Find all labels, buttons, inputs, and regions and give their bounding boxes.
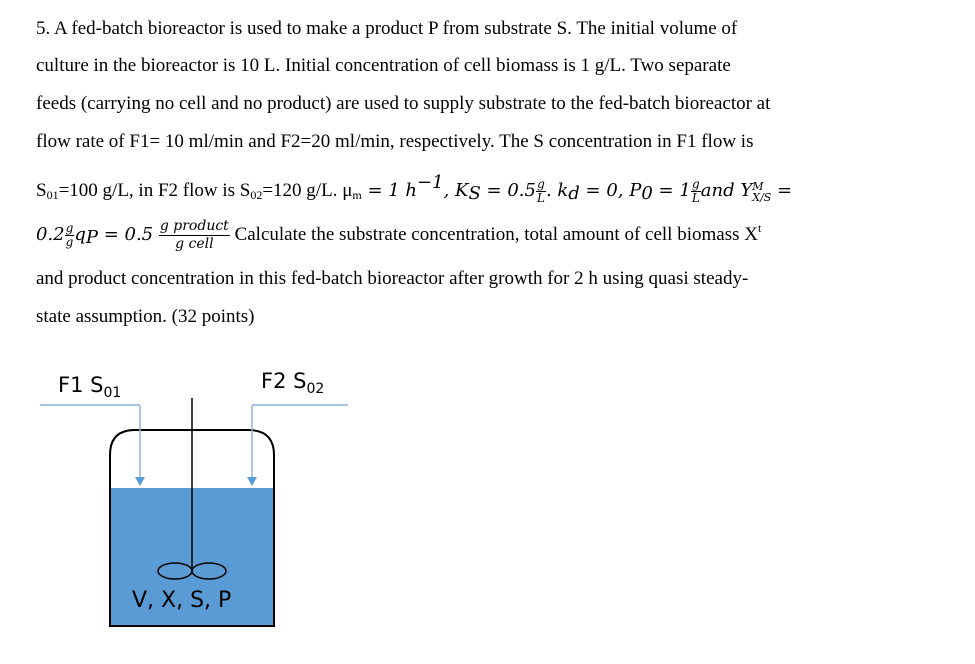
- f2-feed-arrow: [247, 477, 257, 486]
- problem-line-6: 0.2 $\frac{g}{g}$ qP = 0.5 $\frac{\text{g product}}{\text{g cell}}$ Calculate the substrate concentration, total amount of cell biomass $X^t$: [36, 218, 762, 253]
- problem-line-3: feeds (carrying no cell and no product) are used to supply substrate to the fed-batch bioreactor at: [36, 93, 771, 114]
- f1-feed-arrow: [135, 477, 145, 486]
- f1-label: F1 $S_{01}$: [58, 373, 122, 401]
- problem-line-8: state assumption. (32 points): [36, 306, 255, 327]
- problem-line-7: and product concentration in this fed-batch bioreactor after growth for 2 h using quasi steady-: [36, 268, 749, 289]
- problem-line-2: culture in the bioreactor is 10 L. Initial concentration of cell biomass is 1 g/L. Two separate: [36, 55, 731, 76]
- problem-line-1: 5. A fed-batch bioreactor is used to make a product P from substrate S. The initial volume of: [36, 18, 738, 39]
- problem-line-5: $S_{01}=100$ g/L, in F2 flow is $S_{02}=120$ g/L. $\mu_m = 1$ h−1, KS = 0.5 $\frac{g}{L}$ . kd = 0, P0 = 1 $\frac{g}{L}$ and Y M X/S =: [36, 172, 793, 206]
- problem-line-4: flow rate of F1= 10 ml/min and F2=20 ml/min, respectively. The S concentration in F1 flow is: [36, 131, 754, 152]
- vessel-content-label: V, X, S, P: [132, 588, 232, 613]
- f2-label: F2 $S_{02}$: [261, 369, 325, 397]
